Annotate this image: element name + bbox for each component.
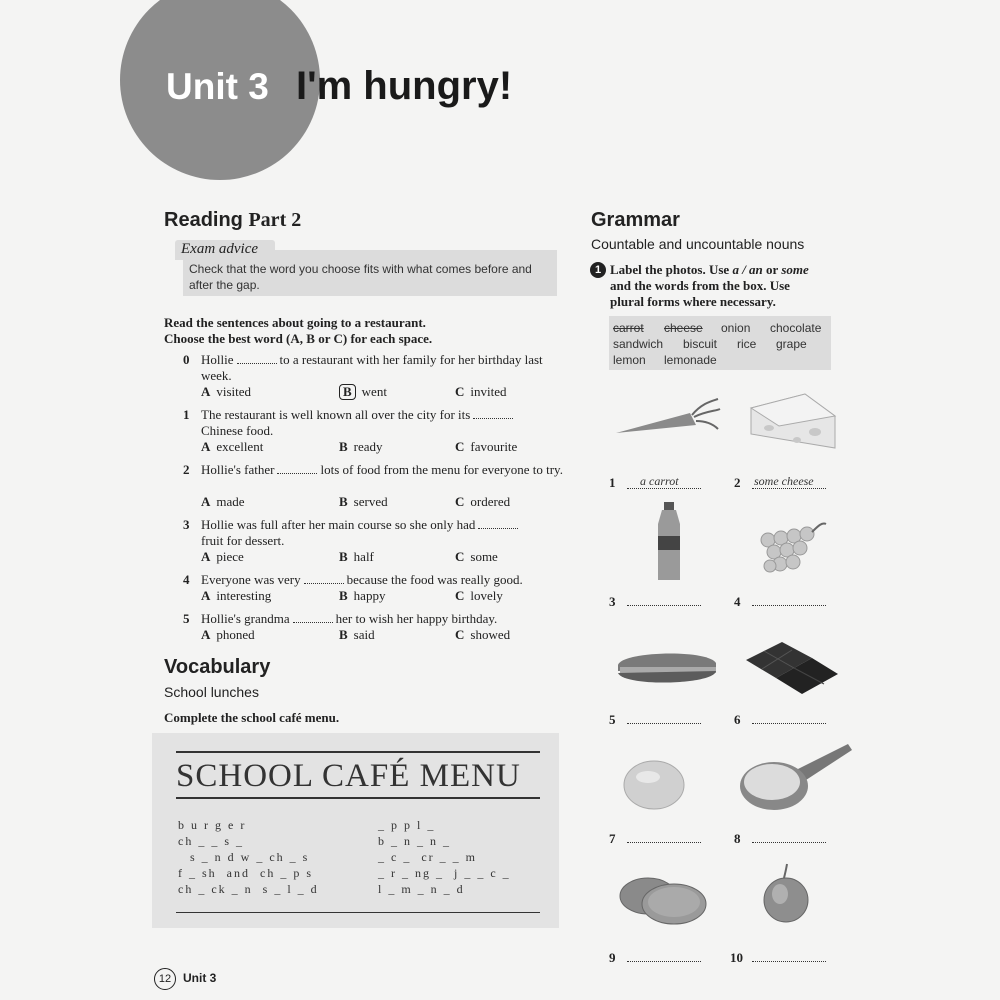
option-b[interactable]: B said — [339, 627, 375, 642]
label-answer-line[interactable] — [752, 948, 826, 962]
menu-item-left[interactable]: f _ sh and ch _ p s — [178, 866, 313, 880]
question-stem: Hollie's father lots of food from the menu for everyone to try. — [201, 462, 563, 477]
question-number: 4 — [183, 572, 190, 587]
option-a[interactable]: A excellent — [201, 439, 264, 454]
advice-title: Exam advice — [181, 241, 259, 257]
option-c[interactable]: C some — [455, 549, 498, 564]
label-number: 4 — [734, 594, 741, 609]
label-answer-line[interactable] — [627, 829, 701, 843]
reading-heading — [164, 209, 301, 232]
stem-before: Hollie — [201, 352, 234, 367]
word-box-item: onion — [721, 321, 751, 335]
option-a[interactable]: A interesting — [201, 588, 272, 603]
menu-bottom-rule — [176, 912, 540, 913]
word-box-item: grape — [776, 337, 807, 351]
answer-gap[interactable] — [277, 463, 317, 474]
stem-after: to a restaurant with her family for her birthday last week. — [201, 352, 543, 383]
label-answer-line[interactable] — [752, 710, 826, 724]
sandwich-photo — [612, 645, 722, 690]
word-box-item: chocolate — [770, 321, 822, 335]
word-box-item: sandwich — [613, 337, 664, 351]
footer-unit: Unit 3 — [183, 971, 217, 985]
label-number: 1 — [609, 475, 616, 490]
reading-heading-text: Reading — [164, 209, 243, 231]
word-box-item: carrot — [613, 321, 644, 335]
label-answer-line[interactable] — [627, 710, 701, 724]
menu-item-right[interactable]: _ c _ cr _ _ m — [378, 850, 477, 864]
option-a[interactable]: A visited — [201, 384, 252, 399]
question-0 — [183, 352, 573, 400]
reading-instructions-2: Choose the best word (A, B or C) for each space. — [164, 331, 433, 346]
label-answer-line[interactable] — [627, 948, 701, 962]
question-4 — [183, 572, 573, 604]
option-c[interactable]: C ordered — [455, 494, 511, 509]
unit-title: I'm hungry! — [296, 64, 513, 108]
answer-gap[interactable] — [237, 353, 277, 364]
label-number: 7 — [609, 831, 616, 846]
question-number: 3 — [183, 517, 190, 532]
menu-title: SCHOOL CAFÉ MENU — [176, 758, 521, 794]
biscuits-photo — [612, 870, 717, 930]
menu-item-left[interactable]: ch _ _ s _ — [178, 834, 244, 848]
menu-title-rule — [176, 797, 540, 799]
menu-item-left[interactable]: s _ n d w _ ch _ s — [190, 850, 310, 864]
label-number: 9 — [609, 950, 616, 965]
question-number: 0 — [183, 352, 190, 367]
lemon-photo — [620, 755, 690, 815]
option-b[interactable]: B happy — [339, 588, 386, 603]
option-c[interactable]: C showed — [455, 627, 511, 642]
reading-instructions-1: Read the sentences about going to a restaurant. — [164, 315, 426, 330]
menu-item-right[interactable]: _ p p l _ — [378, 818, 436, 832]
question-stem: Everyone was very because the food was really good. — [201, 572, 523, 587]
menu-item-left[interactable]: b u r g e r — [178, 818, 247, 832]
question-stem: Hollie was full after her main course so she only had fruit for dessert. — [201, 517, 571, 549]
option-a[interactable]: A phoned — [201, 627, 255, 642]
label-number: 3 — [609, 594, 616, 609]
label-answer: a carrot — [640, 474, 679, 488]
lemonade-bottle-photo — [650, 500, 690, 585]
advice-text: Check that the word you choose fits with what comes before and after the gap. — [189, 262, 532, 292]
question-5 — [183, 611, 573, 643]
label-answer: some cheese — [754, 474, 814, 488]
vocabulary-subheading: School lunches — [164, 684, 259, 700]
question-number: 1 — [183, 407, 190, 422]
menu-top-rule — [176, 751, 540, 753]
option-c[interactable]: C favourite — [455, 439, 518, 454]
word-box-item: rice — [737, 337, 757, 351]
option-b-selected[interactable]: B went — [339, 384, 387, 400]
onion-photo — [760, 862, 815, 927]
menu-item-right[interactable]: l _ m _ n _ d — [378, 882, 465, 896]
question-number: 5 — [183, 611, 190, 626]
grammar-subheading: Countable and uncountable nouns — [591, 236, 805, 252]
vocabulary-heading: Vocabulary — [164, 656, 271, 678]
label-answer-line[interactable] — [627, 592, 701, 606]
option-b[interactable]: B served — [339, 494, 388, 509]
answer-gap[interactable] — [304, 573, 344, 584]
label-number: 10 — [730, 950, 743, 965]
option-c[interactable]: C invited — [455, 384, 507, 399]
question-stem: The restaurant is well known all over the city for its Chinese food. — [201, 407, 571, 439]
label-answer-line[interactable] — [752, 829, 826, 843]
carrot-photo — [612, 395, 722, 445]
question-3 — [183, 517, 573, 565]
word-box-item: biscuit — [683, 337, 718, 351]
word-box-item: cheese — [664, 321, 703, 335]
grapes-photo — [752, 518, 832, 578]
answer-gap[interactable] — [473, 408, 513, 419]
question-stem: Hollie's grandma her to wish her happy birthday. — [201, 611, 498, 626]
question-1 — [183, 407, 573, 455]
word-box-item: lemon — [613, 353, 646, 367]
option-b[interactable]: B ready — [339, 439, 383, 454]
question-number: 2 — [183, 462, 190, 477]
rice-spoon-photo — [736, 740, 854, 815]
option-b[interactable]: B half — [339, 549, 374, 564]
vocabulary-instructions: Complete the school café menu. — [164, 710, 340, 725]
word-box-item: lemonade — [664, 353, 717, 367]
option-c[interactable]: C lovely — [455, 588, 503, 603]
menu-item-left[interactable]: ch _ ck _ n s _ l _ d — [178, 882, 319, 896]
label-number: 2 — [734, 475, 741, 490]
exercise-number-icon: 1 — [590, 262, 606, 278]
question-2 — [183, 462, 573, 510]
label-answer-line[interactable] — [752, 592, 826, 606]
label-number: 5 — [609, 712, 616, 727]
option-a[interactable]: A piece — [201, 549, 244, 564]
cheese-photo — [745, 390, 840, 452]
grammar-heading: Grammar — [591, 209, 680, 231]
unit-label: Unit 3 — [166, 66, 269, 107]
menu-item-right[interactable]: b _ n _ n _ — [378, 834, 451, 848]
page-number: 12 — [154, 968, 176, 990]
answer-gap[interactable] — [293, 612, 333, 623]
reading-part: Part 2 — [248, 209, 302, 231]
label-number: 8 — [734, 831, 741, 846]
label-number: 6 — [734, 712, 741, 727]
grammar-instructions: Label the photos. Use a / an or some and the words from the box. Use plural forms where necessary. — [610, 262, 809, 309]
answer-gap[interactable] — [478, 518, 518, 529]
question-stem — [201, 352, 571, 384]
menu-item-right[interactable]: _ r _ ng _ j _ _ c _ — [378, 866, 511, 880]
option-a[interactable]: A made — [201, 494, 245, 509]
chocolate-photo — [742, 638, 842, 698]
